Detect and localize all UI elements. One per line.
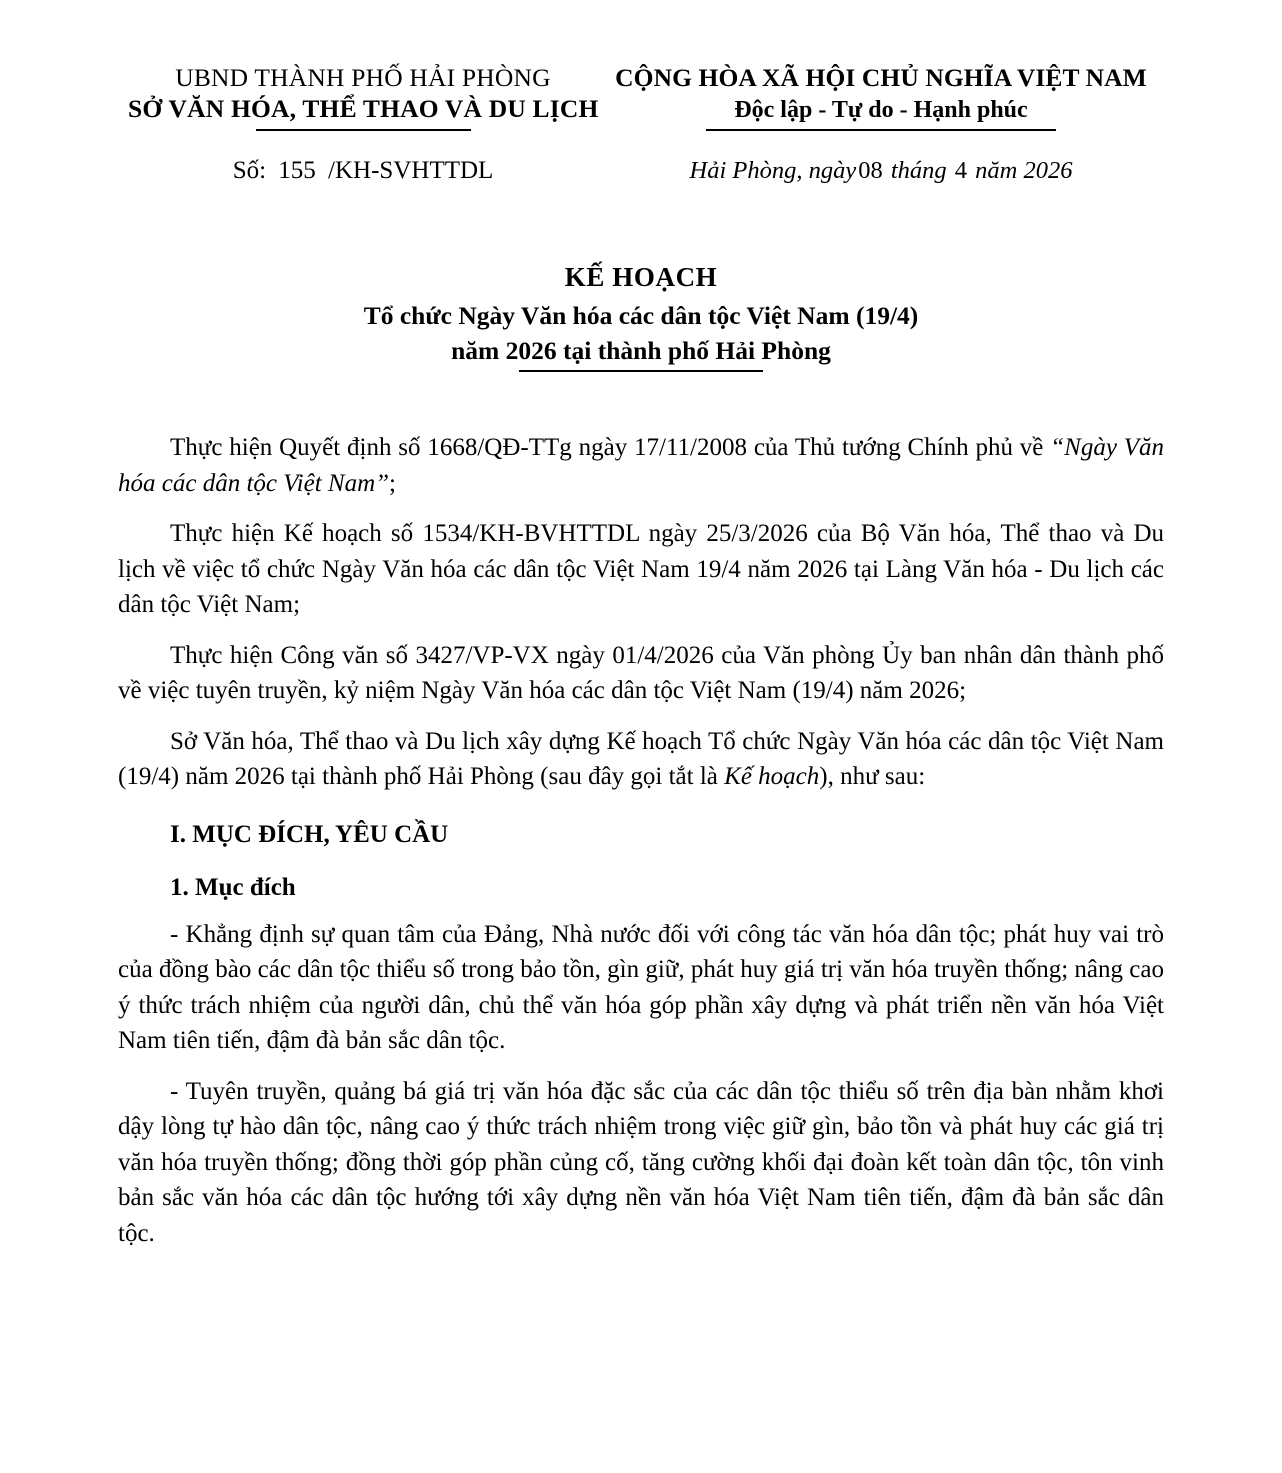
- document-number-value: 155: [278, 157, 316, 185]
- issuing-authority-block: [118, 62, 598, 131]
- place-date-block: [598, 157, 1164, 185]
- document-number-suffix: /KH-SVHTTDL: [328, 157, 494, 185]
- document-body: [118, 430, 1164, 1251]
- motto-underline-rule: [706, 129, 1056, 131]
- national-title: CỘNG HÒA XÃ HỘI CHỦ NGHĨA VIỆT NAM: [615, 63, 1147, 92]
- document-number-label: Số:: [232, 157, 267, 185]
- paragraph-basis-4-text-b: ), như sau:: [819, 763, 926, 791]
- national-motto: Độc lập - Tự do - Hạnh phúc: [734, 97, 1028, 124]
- paragraph-basis-4-text-a: Sở Văn hóa, Thể thao và Du lịch xây dựng Kế hoạch Tổ chức Ngày Văn hóa các dân tộc Việt Nam (19/4) năm 2026 tại thành phố Hải Phòng (sau đây gọi tắt là: [118, 727, 1164, 791]
- document-number-block: [118, 157, 598, 185]
- national-heading-block: [598, 62, 1164, 131]
- paragraph-basis-3: Thực hiện Công văn số 3427/VP-VX ngày 01/4/2026 của Văn phòng Ủy ban nhân dân thành phố về việc tuyên truyền, kỷ niệm Ngày Văn hóa các dân tộc Việt Nam (19/4) năm 2026;: [118, 641, 1164, 705]
- document-meta-row: [118, 157, 1164, 185]
- paragraph-basis-4-italic: Kế hoạch: [724, 763, 820, 791]
- paragraph-basis-1-quote: “Ngày Văn hóa các dân tộc Việt Nam”: [118, 434, 1165, 497]
- document-title-block: [118, 259, 1164, 372]
- date-month: 4: [954, 157, 968, 185]
- subsection-heading-1: 1. Mục đích: [170, 873, 296, 901]
- paragraph-basis-1-text-b: ;: [389, 469, 396, 497]
- document-subtitle-line2: năm 2026 tại thành phố Hải Phòng: [451, 335, 831, 365]
- document-subtitle-line1: Tổ chức Ngày Văn hóa các dân tộc Việt Nam (19/4): [363, 300, 919, 330]
- date-month-label: tháng: [890, 157, 947, 185]
- title-underline-rule: [519, 370, 763, 372]
- place-date-prefix: Hải Phòng, ngày: [689, 157, 857, 185]
- paragraph-basis-1-text-a: Thực hiện Quyết định số 1668/QĐ-TTg ngày 17/11/2008 của Thủ tướng Chính phủ về: [170, 434, 1051, 462]
- document-title: KẾ HOẠCH: [564, 262, 718, 293]
- date-year: 2026: [1023, 157, 1073, 185]
- paragraph-basis-4: [118, 724, 1164, 795]
- bullet-purpose-1: - Khẳng định sự quan tâm của Đảng, Nhà nước đối với công tác văn hóa dân tộc; phát huy vai trò của đồng bào các dân tộc thiểu số trong bảo tồn, gìn giữ, phát huy giá trị văn hóa truyền thống; nâng cao ý thức trách nhiệm của người dân, chủ thể văn hóa góp phần xây dựng và phát triển nền văn hóa Việt Nam tiên tiến, đậm đà bản sắc dân tộc.: [118, 920, 1164, 1055]
- document-header: [118, 62, 1164, 131]
- authority-name: SỞ VĂN HÓA, THỂ THAO VÀ DU LỊCH: [128, 94, 599, 124]
- date-day: 08: [858, 157, 883, 185]
- authority-parent: UBND THÀNH PHỐ HẢI PHÒNG: [175, 63, 551, 92]
- paragraph-basis-1: [118, 430, 1164, 501]
- date-year-label: năm: [975, 157, 1018, 185]
- bullet-purpose-2: - Tuyên truyền, quảng bá giá trị văn hóa đặc sắc của các dân tộc thiểu số trên địa bàn nhằm khơi dậy lòng tự hào dân tộc, nâng cao ý thức trách nhiệm trong việc giữ gìn, bảo tồn và phát huy các giá trị văn hóa truyền thống; đồng thời góp phần củng cố, tăng cường khối đại đoàn kết toàn dân tộc, tôn vinh bản sắc văn hóa các dân tộc hướng tới xây dựng nền văn hóa Việt Nam tiên tiến, đậm đà bản sắc dân tộc.: [118, 1077, 1164, 1247]
- section-heading-i: I. MỤC ĐÍCH, YÊU CẦU: [170, 820, 449, 848]
- authority-underline-rule: [256, 129, 471, 131]
- paragraph-basis-2: Thực hiện Kế hoạch số 1534/KH-BVHTTDL ngày 25/3/2026 của Bộ Văn hóa, Thể thao và Du lịch về việc tổ chức Ngày Văn hóa các dân tộc Việt Nam 19/4 năm 2026 tại Làng Văn hóa - Du lịch các dân tộc Việt Nam;: [118, 520, 1164, 619]
